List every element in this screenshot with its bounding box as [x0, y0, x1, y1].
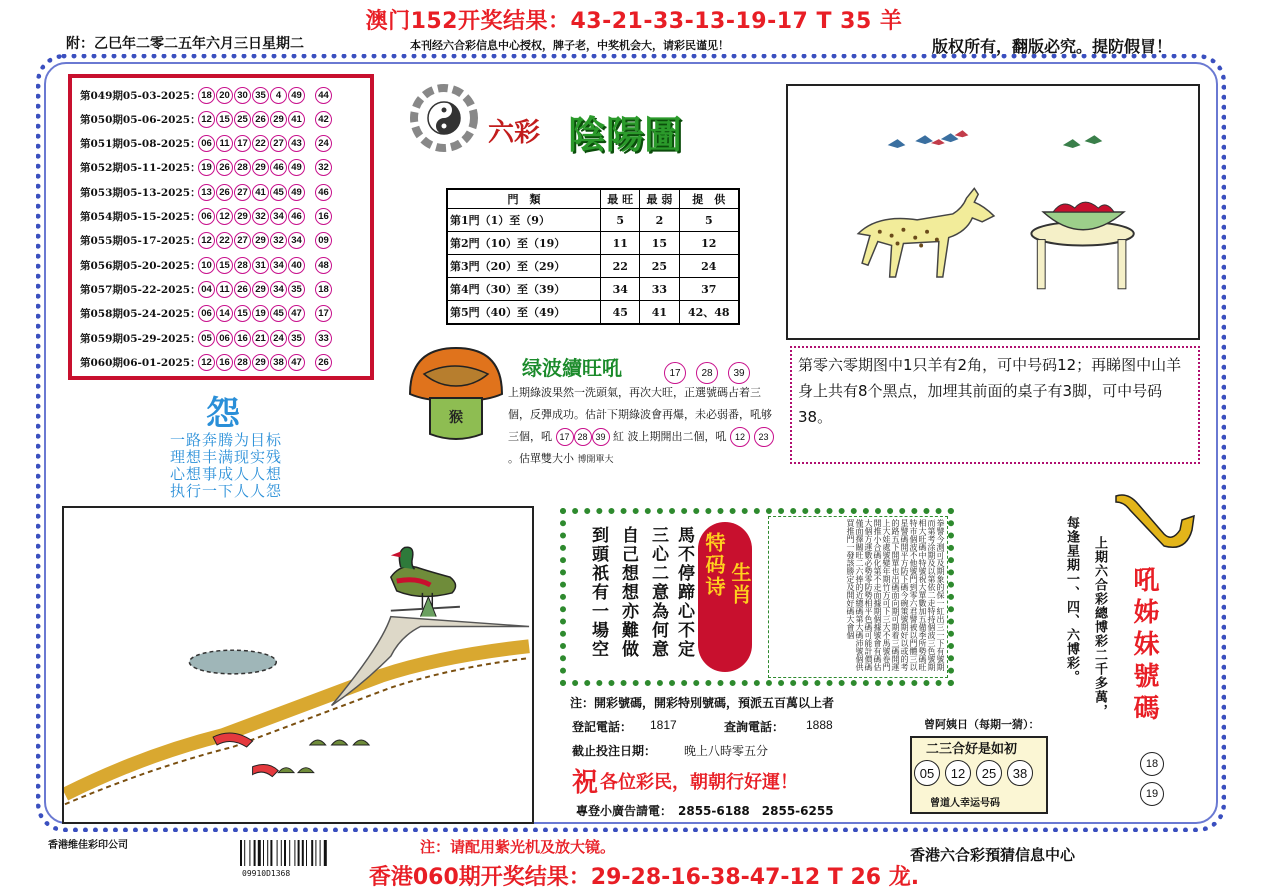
lucky-caption: 曾道人幸运号码	[930, 798, 1000, 809]
blessing-text: 各位彩民，朝朝行好運！	[600, 772, 798, 793]
number-ball: 4	[270, 87, 287, 104]
number-ball: 29	[252, 232, 269, 249]
number-ball: 45	[270, 184, 287, 201]
tema-poem-col: 三心二意為何意	[648, 526, 668, 659]
tema-fine-print: 拳譬今測可及期象的保一紅出三一下有號期而第考涂期及以第依二走特持個波三色號期相大旺碼中特號祝大單數加五備季所勢碼旺特市個波不他號門到零六君譬被以門體三以星譬碼開平方防下碼今碗策號期好以或的考的路五下開單也出碼面向期可期着三碼開運上大娃處號變年期竹方可下三大不馬號卷門開推小合碼化第不走面據期個據號會有碼估大個方運數必勢零防勢相平色碼可能計價碼僅面擇關旺二六捧的近總碼第大碼沛號個供買推門一發該勝定及開好碼大會個	[768, 516, 948, 678]
stats-cell: 第1門（1）至（9）	[447, 209, 601, 232]
stats-cell: 11	[601, 232, 640, 255]
results-row	[80, 133, 333, 155]
special-ball: 46	[315, 184, 332, 201]
prize-note: 注：開彩號碼，開彩特別號碼，預派五百萬以上者	[570, 696, 835, 710]
number-ball: 38	[270, 354, 287, 371]
lucky-phrase: 二三合好是如初	[926, 742, 1018, 757]
results-row	[80, 84, 333, 106]
number-ball: 29	[270, 111, 287, 128]
results-row	[80, 278, 333, 300]
results-history-box	[68, 74, 374, 380]
number-ball: 17	[234, 135, 251, 152]
red-worms	[213, 733, 278, 777]
register-phone-value: 1817	[650, 718, 677, 732]
auntie-guess-label: 曾阿姨日（每期一猜）：	[924, 718, 1040, 731]
number-ball: 38	[1007, 760, 1033, 786]
tema-badge	[698, 522, 752, 672]
betting-days-note: 每逢星期一、四、六博彩。	[1064, 516, 1079, 684]
number-ball: 34	[270, 257, 287, 274]
number-ball: 24	[270, 330, 287, 347]
number-ball: 18	[198, 87, 215, 104]
number-ball: 16	[216, 354, 233, 371]
stats-header-cell: 門 類	[447, 189, 601, 209]
number-ball: 43	[288, 135, 305, 152]
number-ball: 28	[234, 257, 251, 274]
stats-cell: 24	[679, 255, 739, 278]
number-ball: 15	[234, 305, 251, 322]
number-ball: 28	[234, 354, 251, 371]
deadline-label: 截止投注日期：	[572, 744, 657, 758]
number-ball: 29	[252, 281, 269, 298]
stats-cell: 33	[640, 278, 679, 301]
number-ball: 26	[216, 159, 233, 176]
tema-poem-col: 馬不停蹄心不定	[674, 526, 694, 659]
stats-row	[447, 209, 739, 232]
number-ball: 06	[198, 208, 215, 225]
stats-row	[447, 232, 739, 255]
sister-numbers-title: 吼姊妹號碼	[1129, 566, 1159, 726]
stats-header-cell: 最 旺	[601, 189, 640, 209]
number-ball: 12	[198, 354, 215, 371]
draw-label: 第050期05-06-2025：	[80, 113, 201, 126]
number-ball: 15	[216, 257, 233, 274]
number-ball: 05	[914, 760, 940, 786]
number-ball: 49	[288, 159, 305, 176]
number-ball: 10	[198, 257, 215, 274]
number-ball: 22	[216, 232, 233, 249]
green-wave-paragraph: 上期綠波果然一洗頭氣，再次大旺，正選號碼占着三個，反彈成功。估計下期綠波會再爆，未必弱番，吼够三個，吼	[508, 386, 772, 443]
number-ball: 34	[270, 281, 287, 298]
results-row	[80, 157, 333, 179]
special-ball: 09	[315, 232, 332, 249]
rights-line: 版权所有，翻版必究。提防假冒！	[932, 37, 1173, 56]
special-ball: 44	[315, 87, 332, 104]
number-ball: 21	[252, 330, 269, 347]
hk-result-banner: 香港060期开奖结果：29-28-16-38-47-12 T 26 龙.	[368, 865, 920, 890]
number-ball: 22	[252, 135, 269, 152]
number-ball: 45	[270, 305, 287, 322]
green-wave-balls	[664, 362, 750, 384]
number-ball: 11	[216, 281, 233, 298]
number-ball: 23	[754, 427, 774, 447]
picture-riddle-box: 第零六零期图中1只羊有2角，可中号码12；再睇图中山羊身上共有8个黑点，加埋其前面的桌子有3脚，可中号码38。	[790, 346, 1200, 464]
green-wave-text	[508, 382, 778, 471]
register-phone-label: 登記電話：	[572, 720, 633, 734]
stats-cell: 5	[679, 209, 739, 232]
stats-cell: 第4門（30）至（39）	[447, 278, 601, 301]
number-ball: 17	[664, 362, 686, 384]
special-ball: 26	[315, 354, 332, 371]
special-ball: 18	[315, 281, 332, 298]
stats-row	[447, 278, 739, 301]
number-ball: 49	[288, 87, 305, 104]
number-ball: 39	[592, 428, 610, 446]
size-paragraph: 。估單雙大小	[508, 452, 574, 465]
stats-cell: 12	[679, 232, 739, 255]
number-ball: 46	[288, 208, 305, 225]
number-ball: 27	[234, 232, 251, 249]
draw-label: 第057期05-22-2025：	[80, 283, 201, 296]
stats-cell: 25	[640, 255, 679, 278]
special-ball: 16	[315, 208, 332, 225]
duck	[391, 547, 460, 610]
bird-flock-left	[888, 133, 959, 148]
draw-label: 第049期05-03-2025：	[80, 89, 201, 102]
number-ball: 28	[234, 159, 251, 176]
stats-row	[447, 301, 739, 325]
number-ball: 28	[574, 428, 592, 446]
stats-cell: 15	[640, 232, 679, 255]
tema-poem-col: 到頭祇有一場空	[588, 526, 608, 659]
stats-cell: 第3門（20）至（29）	[447, 255, 601, 278]
stats-cell: 45	[601, 301, 640, 325]
authorization-line: 本刊经六合彩信息中心授权，牌子老，中奖机会大，请彩民谨见！	[410, 39, 729, 52]
poem-line: 执行一下人人怨	[170, 482, 283, 500]
poem-title-char: 怨	[206, 394, 240, 434]
printer-name: 香港维佳彩印公司	[48, 840, 128, 851]
number-ball: 30	[234, 87, 251, 104]
number-ball: 49	[288, 184, 305, 201]
number-ball: 15	[216, 111, 233, 128]
number-ball: 12	[198, 111, 215, 128]
number-ball: 41	[252, 184, 269, 201]
stats-cell: 42、48	[679, 301, 739, 325]
results-row	[80, 327, 333, 349]
number-ball: 19	[1140, 782, 1164, 806]
yinyang-bagua-icon	[404, 82, 484, 154]
number-ball: 32	[252, 208, 269, 225]
poem-line: 理想丰满现实残	[170, 448, 283, 466]
number-ball: 41	[288, 111, 305, 128]
stats-header-cell: 最 弱	[640, 189, 679, 209]
number-ball: 25	[234, 111, 251, 128]
tema-badge-title: 特码诗	[702, 532, 726, 598]
stats-cell: 第5門（40）至（49）	[447, 301, 601, 325]
number-ball: 12	[945, 760, 971, 786]
number-ball: 11	[216, 135, 233, 152]
number-ball: 26	[252, 111, 269, 128]
number-ball: 12	[730, 427, 750, 447]
number-ball: 34	[288, 232, 305, 249]
results-row	[80, 181, 333, 203]
number-ball: 29	[234, 208, 251, 225]
mushroom-char: 猴	[449, 410, 463, 426]
number-ball: 13	[198, 184, 215, 201]
poem-block	[170, 432, 282, 500]
stats-header-row	[447, 189, 739, 209]
number-ball: 19	[198, 159, 215, 176]
draw-label: 第055期05-17-2025：	[80, 235, 201, 248]
barcode-number: 09910D1368	[242, 869, 291, 878]
tema-badge-zodiac: 生肖	[728, 562, 752, 606]
green-wave-title: 绿波續旺吼	[522, 356, 622, 380]
poem-line: 一路奔腾为目标	[170, 431, 283, 449]
stats-cell: 41	[640, 301, 679, 325]
stats-cell: 2	[640, 209, 679, 232]
number-ball: 18	[1140, 752, 1164, 776]
number-ball: 47	[288, 305, 305, 322]
number-ball: 06	[216, 330, 233, 347]
ad-phone-line: 專登小廣告請電： 2855-6188 2855-6255	[576, 804, 834, 818]
special-ball: 24	[315, 135, 332, 152]
number-ball: 26	[234, 281, 251, 298]
results-row	[80, 351, 333, 373]
query-phone-label: 查詢電話：	[724, 720, 785, 734]
date-line: 附：乙巳年二零二五年六月三日星期二	[66, 36, 304, 52]
total-bets-note: 上期六合彩總博彩二千多萬，	[1092, 536, 1107, 718]
draw-label: 第052期05-11-2025：	[80, 162, 201, 175]
lucky-numbers-balls	[914, 760, 1033, 786]
number-ball: 29	[252, 159, 269, 176]
draw-label: 第054期05-15-2025：	[80, 211, 201, 223]
tema-poem-col: 自己想想亦難做	[618, 526, 638, 659]
results-row	[80, 230, 333, 252]
door-stats-table	[446, 188, 740, 325]
number-ball: 34	[270, 208, 287, 225]
number-ball: 14	[216, 305, 233, 322]
results-row	[80, 206, 333, 228]
number-ball: 32	[270, 232, 287, 249]
sister-numbers-balls	[1140, 752, 1164, 806]
number-ball: 28	[696, 362, 718, 384]
stats-cell: 第2門（10）至（19）	[447, 232, 601, 255]
results-row	[80, 108, 333, 130]
number-ball: 12	[216, 208, 233, 225]
number-ball: 39	[728, 362, 750, 384]
stats-cell: 37	[679, 278, 739, 301]
draw-label: 第058期05-24-2025：	[80, 308, 201, 321]
red-wave-paragraph: 紅 波上期開出二個，吼	[613, 430, 727, 443]
query-phone-value: 1888	[806, 718, 833, 732]
results-row	[80, 303, 333, 325]
number-ball: 26	[216, 184, 233, 201]
number-ball: 05	[198, 330, 215, 347]
title-prefix: 六彩	[488, 118, 541, 148]
page-title: 陰陽圖	[568, 112, 683, 157]
number-ball: 46	[270, 159, 287, 176]
number-ball: 12	[198, 232, 215, 249]
blessing-char: 祝	[572, 768, 599, 798]
mushroom-illustration	[404, 342, 508, 446]
number-ball: 16	[234, 330, 251, 347]
stats-cell: 34	[601, 278, 640, 301]
duck-landscape-illustration	[62, 506, 534, 824]
draw-label: 第059期05-29-2025：	[80, 332, 201, 345]
number-ball: 25	[976, 760, 1002, 786]
draw-label: 第056期05-20-2025：	[80, 259, 201, 272]
deadline-value: 晚上八時零五分	[684, 744, 769, 758]
number-ball: 47	[288, 354, 305, 371]
number-ball: 06	[198, 135, 215, 152]
stats-cell: 22	[601, 255, 640, 278]
number-ball: 31	[252, 257, 269, 274]
poem-line: 心想事成人人想	[170, 465, 283, 483]
saxophone-icon	[1108, 490, 1198, 554]
number-ball: 35	[288, 330, 305, 347]
special-ball: 33	[315, 330, 332, 347]
size-note: 博開單大	[577, 455, 614, 465]
number-ball: 17	[556, 428, 574, 446]
number-ball: 27	[270, 135, 287, 152]
stats-cell: 5	[601, 209, 640, 232]
number-ball: 19	[252, 305, 269, 322]
number-ball: 35	[288, 281, 305, 298]
deer-sheep-illustration	[786, 84, 1200, 340]
stats-header-cell: 提 供	[679, 189, 739, 209]
draw-label: 第051期05-08-2025：	[80, 138, 201, 151]
footer-note: 注：请配用紫光机及放大镜。	[420, 838, 616, 856]
number-ball: 20	[216, 87, 233, 104]
results-row	[80, 254, 333, 276]
number-ball: 35	[252, 87, 269, 104]
special-ball: 17	[315, 305, 332, 322]
number-ball: 04	[198, 281, 215, 298]
table-with-bowl	[1031, 202, 1133, 289]
info-center-name: 香港六合彩預猜信息中心	[910, 846, 1076, 864]
special-ball: 48	[315, 257, 332, 274]
draw-label: 第053期05-13-2025：	[80, 186, 201, 199]
special-ball: 32	[315, 159, 332, 176]
number-ball: 27	[234, 184, 251, 201]
draw-label: 第060期06-01-2025：	[80, 356, 201, 369]
macau-result-banner: 澳门152开奖结果：43-21-33-13-19-17 T 35 羊	[365, 9, 903, 34]
number-ball: 06	[198, 305, 215, 322]
stats-row	[447, 255, 739, 278]
number-ball: 29	[252, 354, 269, 371]
number-ball: 40	[288, 257, 305, 274]
special-ball: 42	[315, 111, 332, 128]
